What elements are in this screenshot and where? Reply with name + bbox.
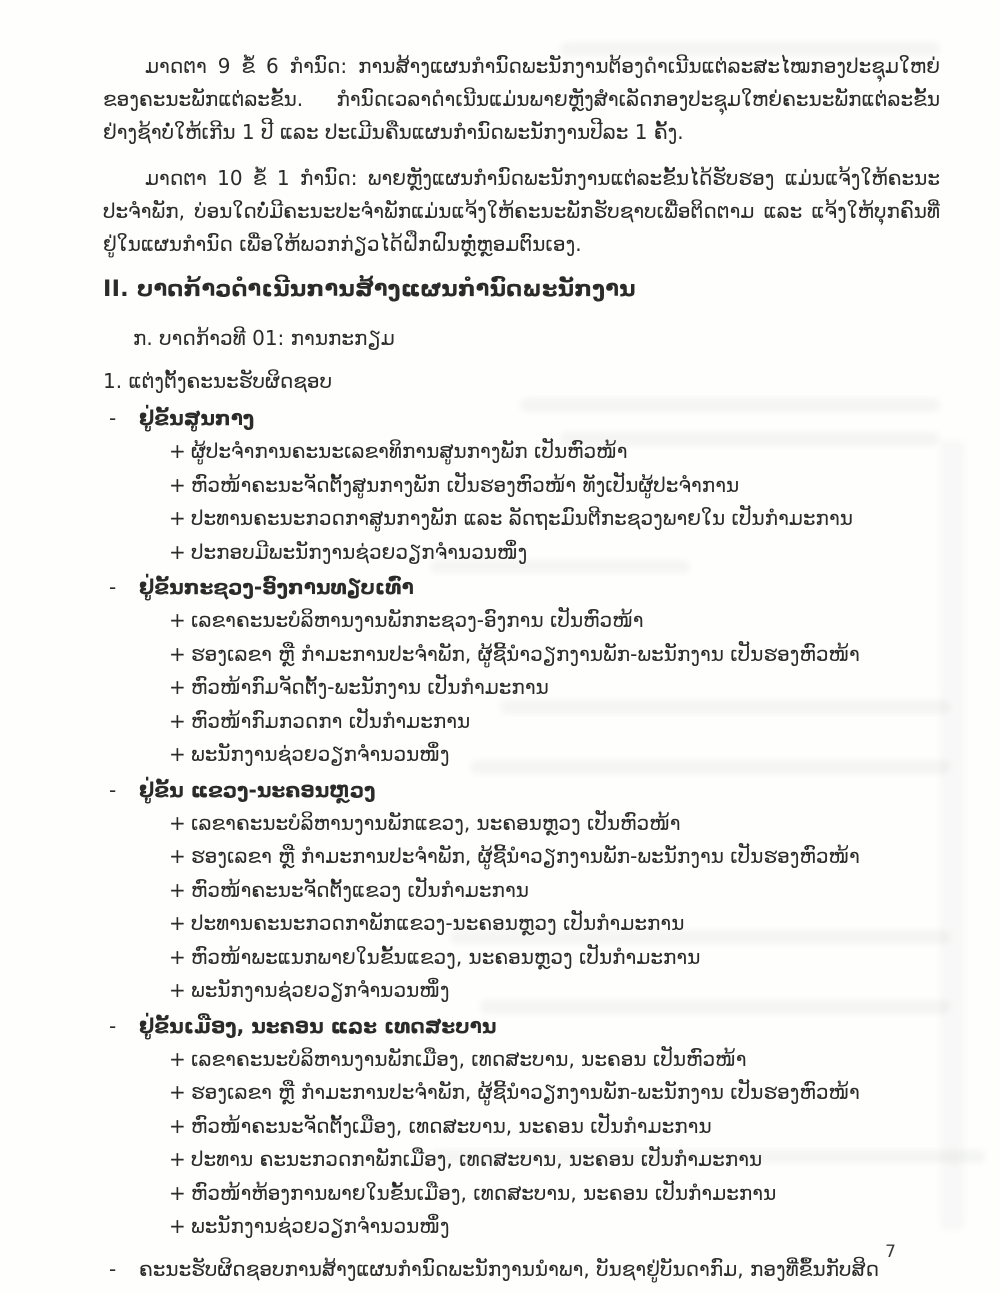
plus-marker: + xyxy=(169,742,186,766)
step-01-heading: ກ. ບາດກ້າວທີ 01: ການກະກຽມ xyxy=(133,326,395,350)
level-heading-row xyxy=(103,1009,940,1043)
page-number: 7 xyxy=(885,1242,896,1262)
list-item xyxy=(169,705,940,739)
plus-marker: + xyxy=(169,844,186,868)
bullet-text: ເລຂາຄະນະບໍລິຫານງານພັກກະຊວງ-ອົງການ ເປັນຫົວໜ້າ xyxy=(191,608,644,632)
plus-marker: + xyxy=(169,506,186,530)
item-1-heading: 1. ແຕ່ງຕັ້ງຄະນະຮັບຜິດຊອບ xyxy=(103,369,333,393)
level-district xyxy=(103,1009,940,1244)
list-item xyxy=(169,1110,940,1144)
plus-marker: + xyxy=(169,641,186,666)
plus-marker: + xyxy=(169,810,186,835)
plus-marker: + xyxy=(169,608,186,632)
level-heading: ຢູ່ຂັ້ນເມືອງ, ນະຄອນ ແລະ ເທດສະບານ xyxy=(139,1013,497,1038)
plus-marker: + xyxy=(169,472,186,497)
list-item xyxy=(169,638,940,672)
level-heading: ຢູ່ຂັ້ນ ແຂວງ-ນະຄອນຫຼວງ xyxy=(139,777,376,802)
list-item xyxy=(169,907,940,941)
article-9-paragraph: ມາດຕາ 9 ຂໍ້ 6 ກຳນົດ: ການສ້າງແຜນກຳນົດພະນັກງານຕ້ອງດຳເນີນແຕ່ລະສະໄໝກອງປະຊຸມໃຫຍ່ຂອງຄະນະພັກແຕ່ລະຂັ້ນ. ກຳນົດເວລາດຳເນີນແມ່ນພາຍຫຼັງສຳເລັດກອງປະຊຸມໃຫຍ່ຄະນະພັກແຕ່ລະຂັ້ນຢ່າງຊ້າບໍ່ໃຫ້ເກີນ 1 ປີ ແລະ ປະເມີນຄືນແຜນກຳນົດພະນັກງານປີລະ 1 ຄັ້ງ. xyxy=(103,54,940,144)
list-item xyxy=(169,1076,940,1110)
level-heading: ຢູ່ຂັ້ນກະຊວງ-ອົງການທຽບເທົ່າ xyxy=(139,575,414,599)
list-item xyxy=(169,1177,940,1211)
level-heading-row xyxy=(103,570,940,604)
list-item xyxy=(169,840,940,874)
plus-marker: + xyxy=(169,978,186,1002)
plus-marker: + xyxy=(169,877,186,902)
bullet-text: ປະກອບມີພະນັກງານຊ່ວຍວຽກຈຳນວນໜຶ່ງ xyxy=(191,539,528,564)
list-item xyxy=(169,469,940,503)
section-ii-heading: II. ບາດກ້າວດຳເນີນການສ້າງແຜນກຳນົດພະນັກງານ xyxy=(103,276,636,302)
bullet-text: ຫົວໜ້າຄະນະຈັດຕັ້ງແຂວງ ເປັນກຳມະການ xyxy=(191,877,529,902)
plus-marker: + xyxy=(169,1080,186,1104)
plus-marker: + xyxy=(169,1147,186,1171)
plus-marker: + xyxy=(169,1046,186,1071)
closing-line xyxy=(103,1253,940,1286)
closing-text: ຄະນະຮັບຜິດຊອບການສ້າງແຜນກຳນົດພະນັກງານນຳພາ, ບັນຊາຢູ່ບັນດາກົມ, ກອງທີ່ຂຶ້ນກັບສິດ xyxy=(139,1256,879,1281)
level-province xyxy=(103,773,940,1008)
bullet-text: ຜູ້ປະຈຳການຄະນະເລຂາທິການສູນກາງພັກ ເປັນຫົວໜ້າ xyxy=(191,439,628,463)
level-central xyxy=(103,401,940,569)
list-item xyxy=(169,671,940,705)
bullet-text: ຫົວໜ້າພະແນກພາຍໃນຂັ້ນແຂວງ, ນະຄອນຫຼວງ ເປັນກຳມະການ xyxy=(191,944,701,969)
level-heading-row xyxy=(103,773,940,807)
bullet-text: ປະທານຄະນະກວດກາພັກແຂວງ-ນະຄອນຫຼວງ ເປັນກຳມະການ xyxy=(191,911,685,935)
list-item xyxy=(169,536,940,570)
plus-marker: + xyxy=(169,911,186,935)
bullet-text: ຮອງເລຂາ ຫຼື ກຳມະການປະຈຳພັກ, ຜູ້ຊີ້ນຳວຽກງານພັກ-ພະນັກງານ ເປັນຮອງຫົວໜ້າ xyxy=(191,844,860,868)
list-item xyxy=(169,874,940,908)
bullet-text: ຮອງເລຂາ ຫຼື ກຳມະການປະຈຳພັກ, ຜູ້ຊີ້ນຳວຽກງານພັກ-ພະນັກງານ ເປັນຮອງຫົວໜ້າ xyxy=(191,641,860,666)
plus-marker: + xyxy=(169,708,186,733)
level-heading: ຢູ່ຂັ້ນສູນກາງ xyxy=(139,406,255,430)
article-10-paragraph: ມາດຕາ 10 ຂໍ້ 1 ກຳນົດ: ພາຍຫຼັງແຜນກຳນົດພະນັກງານແຕ່ລະຂັ້ນໄດ້ຮັບຮອງ ແມ່ນແຈ້ງໃຫ້ຄະນະປະຈຳພັກ, ບ່ອນໃດບໍ່ມີຄະນະປະຈຳພັກແມ່ນແຈ້ງໃຫ້ຄະນະພັກຮັບຊາບເພື່ອຕິດຕາມ ແລະ ແຈ້ງໃຫ້ບຸກຄົນທີ່ຢູ່ໃນແຜນກຳນົດ ເພື່ອໃຫ້ພວກກ່ຽວໄດ້ຝຶກຝົນຫຼໍ່ຫຼອມຕົນເອງ. xyxy=(103,166,940,256)
list-item xyxy=(169,435,940,469)
list-item xyxy=(169,974,940,1008)
list-item xyxy=(169,1043,940,1077)
dash-marker: - xyxy=(109,1013,117,1038)
plus-marker: + xyxy=(169,1180,186,1205)
bullet-text: ຫົວໜ້າຫ້ອງການພາຍໃນຂັ້ນເມືອງ, ເທດສະບານ, ນະຄອນ ເປັນກຳມະການ xyxy=(191,1180,777,1205)
bullet-text: ເລຂາຄະນະບໍລິຫານງານພັກເມືອງ, ເທດສະບານ, ນະຄອນ ເປັນຫົວໜ້າ xyxy=(191,1046,747,1071)
list-item xyxy=(169,738,940,772)
dash-marker: - xyxy=(109,777,117,802)
list-item xyxy=(169,502,940,536)
bullet-text: ຫົວໜ້າຄະນະຈັດຕັ້ງເມືອງ, ເທດສະບານ, ນະຄອນ ເປັນກຳມະການ xyxy=(191,1113,712,1138)
bullet-text: ພະນັກງານຊ່ວຍວຽກຈຳນວນໜຶ່ງ xyxy=(191,978,450,1002)
plus-marker: + xyxy=(169,439,186,463)
plus-marker: + xyxy=(169,539,186,564)
bullet-text: ປະທານຄະນະກວດກາສູນກາງພັກ ແລະ ລັດຖະມົນຕີກະຊວງພາຍໃນ ເປັນກຳມະການ xyxy=(191,506,853,530)
list-item xyxy=(169,941,940,975)
plus-marker: + xyxy=(169,1113,186,1138)
bullet-text: ຫົວໜ້າກົມຈັດຕັ້ງ-ພະນັກງານ ເປັນກຳມະການ xyxy=(191,675,549,699)
level-ministry xyxy=(103,570,940,772)
bullet-text: ພະນັກງານຊ່ວຍວຽກຈຳນວນໜຶ່ງ xyxy=(191,1214,450,1238)
dash-marker: - xyxy=(109,575,117,599)
bullet-text: ເລຂາຄະນະບໍລິຫານງານພັກແຂວງ, ນະຄອນຫຼວງ ເປັນຫົວໜ້າ xyxy=(191,810,681,835)
list-item xyxy=(169,807,940,841)
bullet-text: ຫົວໜ້າກົມກວດກາ ເປັນກຳມະການ xyxy=(191,708,471,733)
plus-marker: + xyxy=(169,944,186,969)
list-item xyxy=(169,604,940,638)
plus-marker: + xyxy=(169,1214,186,1238)
list-item xyxy=(169,1210,940,1244)
plus-marker: + xyxy=(169,675,186,699)
bullet-text: ຮອງເລຂາ ຫຼື ກຳມະການປະຈຳພັກ, ຜູ້ຊີ້ນຳວຽກງານພັກ-ພະນັກງານ ເປັນຮອງຫົວໜ້າ xyxy=(191,1080,860,1104)
dash-marker: - xyxy=(109,1256,117,1281)
level-heading-row xyxy=(103,401,940,435)
bullet-text: ປະທານ ຄະນະກວດກາພັກເມືອງ, ເທດສະບານ, ນະຄອນ ເປັນກຳມະການ xyxy=(191,1147,763,1171)
bullet-text: ພະນັກງານຊ່ວຍວຽກຈຳນວນໜຶ່ງ xyxy=(191,742,450,766)
dash-marker: - xyxy=(109,406,117,430)
bullet-text: ຫົວໜ້າຄະນະຈັດຕັ້ງສູນກາງພັກ ເປັນຮອງຫົວໜ້າ ທັງເປັນຜູ້ປະຈຳການ xyxy=(191,472,740,497)
list-item xyxy=(169,1143,940,1177)
